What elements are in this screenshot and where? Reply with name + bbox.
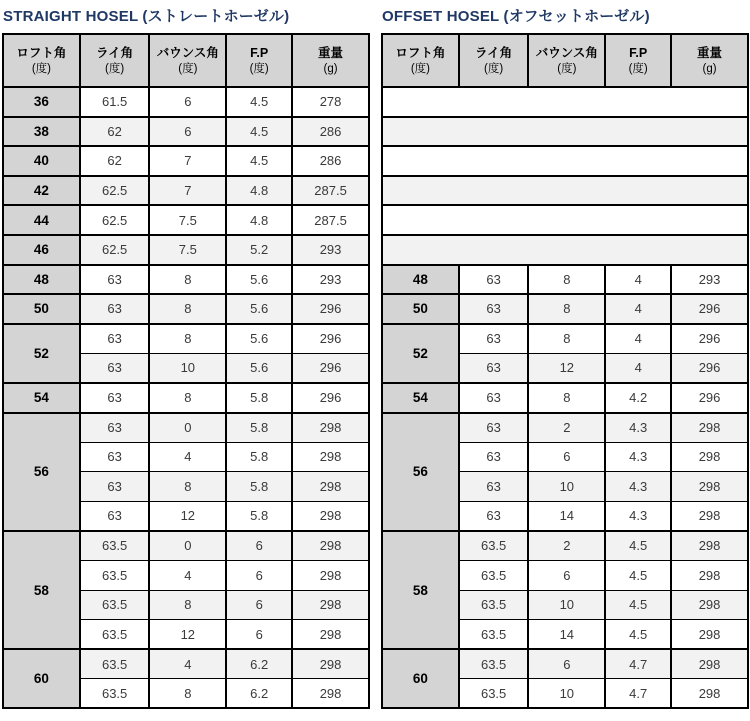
weight-cell: 296 bbox=[292, 383, 369, 413]
bounce-cell: 6 bbox=[528, 561, 605, 591]
empty-cell bbox=[382, 87, 748, 117]
fp-cell: 4.5 bbox=[226, 146, 292, 176]
fp-cell: 5.6 bbox=[226, 294, 292, 324]
weight-cell: 298 bbox=[671, 620, 748, 650]
table-row bbox=[382, 265, 748, 295]
bounce-cell: 8 bbox=[528, 294, 605, 324]
table-row bbox=[382, 294, 748, 324]
lie-cell: 63.5 bbox=[459, 620, 529, 650]
fp-cell: 5.8 bbox=[226, 472, 292, 502]
weight-cell: 293 bbox=[292, 235, 369, 265]
table-row bbox=[382, 413, 748, 443]
lie-cell: 63 bbox=[80, 265, 150, 295]
fp-cell: 4.5 bbox=[605, 561, 671, 591]
bounce-cell: 4 bbox=[149, 561, 226, 591]
weight-cell: 298 bbox=[671, 413, 748, 443]
bounce-cell: 4 bbox=[149, 649, 226, 679]
bounce-cell: 14 bbox=[528, 501, 605, 531]
column-header-lie: ライ角 (度) bbox=[459, 34, 529, 87]
weight-cell: 293 bbox=[671, 265, 748, 295]
lie-cell: 63 bbox=[80, 472, 150, 502]
fp-cell: 6 bbox=[226, 531, 292, 561]
bounce-cell: 10 bbox=[528, 679, 605, 709]
loft-cell: 56 bbox=[3, 413, 80, 531]
lie-cell: 63.5 bbox=[459, 561, 529, 591]
bounce-cell: 8 bbox=[149, 294, 226, 324]
weight-cell: 296 bbox=[292, 324, 369, 354]
table-row bbox=[3, 176, 369, 206]
weight-cell: 286 bbox=[292, 117, 369, 147]
bounce-cell: 8 bbox=[528, 324, 605, 354]
bounce-cell: 14 bbox=[528, 620, 605, 650]
table-row bbox=[3, 413, 369, 443]
bounce-cell: 8 bbox=[528, 265, 605, 295]
bounce-cell: 2 bbox=[528, 531, 605, 561]
bounce-cell: 8 bbox=[149, 265, 226, 295]
lie-cell: 63 bbox=[459, 472, 529, 502]
empty-row bbox=[382, 146, 748, 176]
fp-cell: 5.6 bbox=[226, 265, 292, 295]
loft-cell: 56 bbox=[382, 413, 459, 531]
offset-hosel-section bbox=[381, 3, 749, 709]
weight-cell: 296 bbox=[292, 353, 369, 383]
fp-cell: 6 bbox=[226, 561, 292, 591]
table-row bbox=[3, 531, 369, 561]
bounce-cell: 8 bbox=[149, 472, 226, 502]
lie-cell: 62.5 bbox=[80, 205, 150, 235]
table-row bbox=[3, 87, 369, 117]
lie-cell: 63 bbox=[459, 442, 529, 472]
fp-cell: 4.7 bbox=[605, 649, 671, 679]
column-header-loft: ロフト角 (度) bbox=[3, 34, 80, 87]
weight-cell: 287.5 bbox=[292, 205, 369, 235]
straight-hosel-section bbox=[2, 3, 370, 709]
lie-cell: 63 bbox=[459, 324, 529, 354]
weight-cell: 296 bbox=[671, 353, 748, 383]
weight-cell: 298 bbox=[671, 531, 748, 561]
offset-hosel-table bbox=[381, 33, 749, 709]
loft-cell: 54 bbox=[382, 383, 459, 413]
lie-cell: 63 bbox=[80, 501, 150, 531]
fp-cell: 5.6 bbox=[226, 324, 292, 354]
table-row bbox=[3, 649, 369, 679]
lie-cell: 63.5 bbox=[80, 679, 150, 709]
lie-cell: 63.5 bbox=[459, 590, 529, 620]
fp-cell: 5.8 bbox=[226, 383, 292, 413]
fp-cell: 5.6 bbox=[226, 353, 292, 383]
empty-row bbox=[382, 235, 748, 265]
loft-cell: 48 bbox=[3, 265, 80, 295]
bounce-cell: 6 bbox=[149, 87, 226, 117]
column-header-weight: 重量 (g) bbox=[292, 34, 369, 87]
lie-cell: 62 bbox=[80, 146, 150, 176]
straight-hosel-table bbox=[2, 33, 370, 709]
lie-cell: 63 bbox=[80, 442, 150, 472]
bounce-cell: 4 bbox=[149, 442, 226, 472]
weight-cell: 298 bbox=[671, 472, 748, 502]
lie-cell: 63.5 bbox=[80, 590, 150, 620]
lie-cell: 63.5 bbox=[80, 649, 150, 679]
fp-cell: 4.5 bbox=[226, 117, 292, 147]
lie-cell: 63 bbox=[459, 294, 529, 324]
empty-cell bbox=[382, 146, 748, 176]
bounce-cell: 7 bbox=[149, 176, 226, 206]
weight-cell: 286 bbox=[292, 146, 369, 176]
fp-cell: 4.3 bbox=[605, 442, 671, 472]
lie-cell: 63.5 bbox=[459, 649, 529, 679]
bounce-cell: 8 bbox=[149, 679, 226, 709]
weight-cell: 298 bbox=[292, 413, 369, 443]
weight-cell: 298 bbox=[292, 561, 369, 591]
bounce-cell: 2 bbox=[528, 413, 605, 443]
bounce-cell: 6 bbox=[528, 649, 605, 679]
fp-cell: 5.8 bbox=[226, 413, 292, 443]
column-header-bounce: バウンス角 (度) bbox=[149, 34, 226, 87]
table-row bbox=[3, 383, 369, 413]
bounce-cell: 0 bbox=[149, 531, 226, 561]
weight-cell: 298 bbox=[292, 590, 369, 620]
loft-cell: 60 bbox=[3, 649, 80, 708]
column-header-loft: ロフト角 (度) bbox=[382, 34, 459, 87]
loft-cell: 50 bbox=[382, 294, 459, 324]
table-row bbox=[3, 205, 369, 235]
table-row bbox=[3, 146, 369, 176]
weight-cell: 298 bbox=[671, 649, 748, 679]
fp-cell: 4.3 bbox=[605, 501, 671, 531]
lie-cell: 63 bbox=[459, 501, 529, 531]
weight-cell: 298 bbox=[671, 590, 748, 620]
loft-cell: 48 bbox=[382, 265, 459, 295]
bounce-cell: 7.5 bbox=[149, 205, 226, 235]
column-header-lie: ライ角 (度) bbox=[80, 34, 150, 87]
loft-cell: 50 bbox=[3, 294, 80, 324]
empty-row bbox=[382, 87, 748, 117]
weight-cell: 296 bbox=[671, 383, 748, 413]
fp-cell: 4 bbox=[605, 353, 671, 383]
bounce-cell: 6 bbox=[149, 117, 226, 147]
lie-cell: 63.5 bbox=[80, 561, 150, 591]
fp-cell: 4.5 bbox=[605, 590, 671, 620]
header-row bbox=[3, 34, 369, 87]
lie-cell: 63 bbox=[80, 383, 150, 413]
weight-cell: 293 bbox=[292, 265, 369, 295]
empty-row bbox=[382, 117, 748, 147]
loft-cell: 54 bbox=[3, 383, 80, 413]
bounce-cell: 10 bbox=[528, 590, 605, 620]
table-row bbox=[3, 324, 369, 354]
offset-hosel-title: OFFSET HOSEL (オフセットホーゼル) bbox=[382, 8, 650, 25]
weight-cell: 298 bbox=[671, 442, 748, 472]
fp-cell: 4 bbox=[605, 324, 671, 354]
fp-cell: 6 bbox=[226, 590, 292, 620]
lie-cell: 63 bbox=[459, 413, 529, 443]
fp-cell: 4.5 bbox=[605, 531, 671, 561]
weight-cell: 298 bbox=[292, 649, 369, 679]
lie-cell: 63.5 bbox=[459, 679, 529, 709]
bounce-cell: 8 bbox=[149, 383, 226, 413]
weight-cell: 298 bbox=[292, 531, 369, 561]
bounce-cell: 12 bbox=[149, 501, 226, 531]
weight-cell: 298 bbox=[671, 679, 748, 709]
fp-cell: 6.2 bbox=[226, 649, 292, 679]
header-row bbox=[382, 34, 748, 87]
column-header-fp: F.P (度) bbox=[226, 34, 292, 87]
lie-cell: 63 bbox=[459, 265, 529, 295]
fp-cell: 4.2 bbox=[605, 383, 671, 413]
weight-cell: 298 bbox=[292, 679, 369, 709]
empty-cell bbox=[382, 117, 748, 147]
fp-cell: 4.8 bbox=[226, 176, 292, 206]
weight-cell: 296 bbox=[671, 324, 748, 354]
loft-cell: 40 bbox=[3, 146, 80, 176]
bounce-cell: 7 bbox=[149, 146, 226, 176]
loft-cell: 46 bbox=[3, 235, 80, 265]
loft-cell: 52 bbox=[3, 324, 80, 383]
weight-cell: 298 bbox=[292, 472, 369, 502]
fp-cell: 4 bbox=[605, 265, 671, 295]
lie-cell: 63 bbox=[80, 294, 150, 324]
loft-cell: 38 bbox=[3, 117, 80, 147]
fp-cell: 4.7 bbox=[605, 679, 671, 709]
table-row bbox=[382, 324, 748, 354]
fp-cell: 6 bbox=[226, 620, 292, 650]
loft-cell: 58 bbox=[382, 531, 459, 649]
bounce-cell: 8 bbox=[149, 590, 226, 620]
loft-cell: 58 bbox=[3, 531, 80, 649]
loft-cell: 42 bbox=[3, 176, 80, 206]
weight-cell: 298 bbox=[292, 442, 369, 472]
table-row bbox=[382, 649, 748, 679]
lie-cell: 63 bbox=[80, 353, 150, 383]
bounce-cell: 0 bbox=[149, 413, 226, 443]
lie-cell: 63.5 bbox=[80, 620, 150, 650]
loft-cell: 52 bbox=[382, 324, 459, 383]
fp-cell: 4.5 bbox=[226, 87, 292, 117]
fp-cell: 4.3 bbox=[605, 472, 671, 502]
lie-cell: 63.5 bbox=[459, 531, 529, 561]
loft-cell: 36 bbox=[3, 87, 80, 117]
column-header-bounce: バウンス角 (度) bbox=[528, 34, 605, 87]
fp-cell: 4.5 bbox=[605, 620, 671, 650]
weight-cell: 298 bbox=[292, 620, 369, 650]
table-row bbox=[3, 265, 369, 295]
lie-cell: 62 bbox=[80, 117, 150, 147]
bounce-cell: 10 bbox=[528, 472, 605, 502]
empty-row bbox=[382, 176, 748, 206]
lie-cell: 63 bbox=[80, 413, 150, 443]
fp-cell: 4 bbox=[605, 294, 671, 324]
fp-cell: 6.2 bbox=[226, 679, 292, 709]
column-header-weight: 重量 (g) bbox=[671, 34, 748, 87]
fp-cell: 4.3 bbox=[605, 413, 671, 443]
empty-cell bbox=[382, 176, 748, 206]
fp-cell: 5.8 bbox=[226, 501, 292, 531]
table-row bbox=[3, 117, 369, 147]
bounce-cell: 12 bbox=[149, 620, 226, 650]
table-row bbox=[3, 294, 369, 324]
table-row bbox=[382, 383, 748, 413]
fp-cell: 4.8 bbox=[226, 205, 292, 235]
weight-cell: 278 bbox=[292, 87, 369, 117]
lie-cell: 63 bbox=[459, 383, 529, 413]
weight-cell: 298 bbox=[292, 501, 369, 531]
loft-cell: 60 bbox=[382, 649, 459, 708]
bounce-cell: 10 bbox=[149, 353, 226, 383]
loft-cell: 44 bbox=[3, 205, 80, 235]
lie-cell: 61.5 bbox=[80, 87, 150, 117]
empty-row bbox=[382, 205, 748, 235]
weight-cell: 298 bbox=[671, 501, 748, 531]
table-row bbox=[382, 531, 748, 561]
straight-hosel-title: STRAIGHT HOSEL (ストレートホーゼル) bbox=[3, 8, 290, 25]
bounce-cell: 8 bbox=[528, 383, 605, 413]
lie-cell: 63 bbox=[80, 324, 150, 354]
lie-cell: 62.5 bbox=[80, 176, 150, 206]
empty-cell bbox=[382, 235, 748, 265]
fp-cell: 5.2 bbox=[226, 235, 292, 265]
bounce-cell: 6 bbox=[528, 442, 605, 472]
fp-cell: 5.8 bbox=[226, 442, 292, 472]
weight-cell: 296 bbox=[671, 294, 748, 324]
weight-cell: 287.5 bbox=[292, 176, 369, 206]
column-header-fp: F.P (度) bbox=[605, 34, 671, 87]
empty-cell bbox=[382, 205, 748, 235]
lie-cell: 63.5 bbox=[80, 531, 150, 561]
weight-cell: 296 bbox=[292, 294, 369, 324]
lie-cell: 63 bbox=[459, 353, 529, 383]
lie-cell: 62.5 bbox=[80, 235, 150, 265]
table-row bbox=[3, 235, 369, 265]
bounce-cell: 7.5 bbox=[149, 235, 226, 265]
bounce-cell: 8 bbox=[149, 324, 226, 354]
bounce-cell: 12 bbox=[528, 353, 605, 383]
weight-cell: 298 bbox=[671, 561, 748, 591]
